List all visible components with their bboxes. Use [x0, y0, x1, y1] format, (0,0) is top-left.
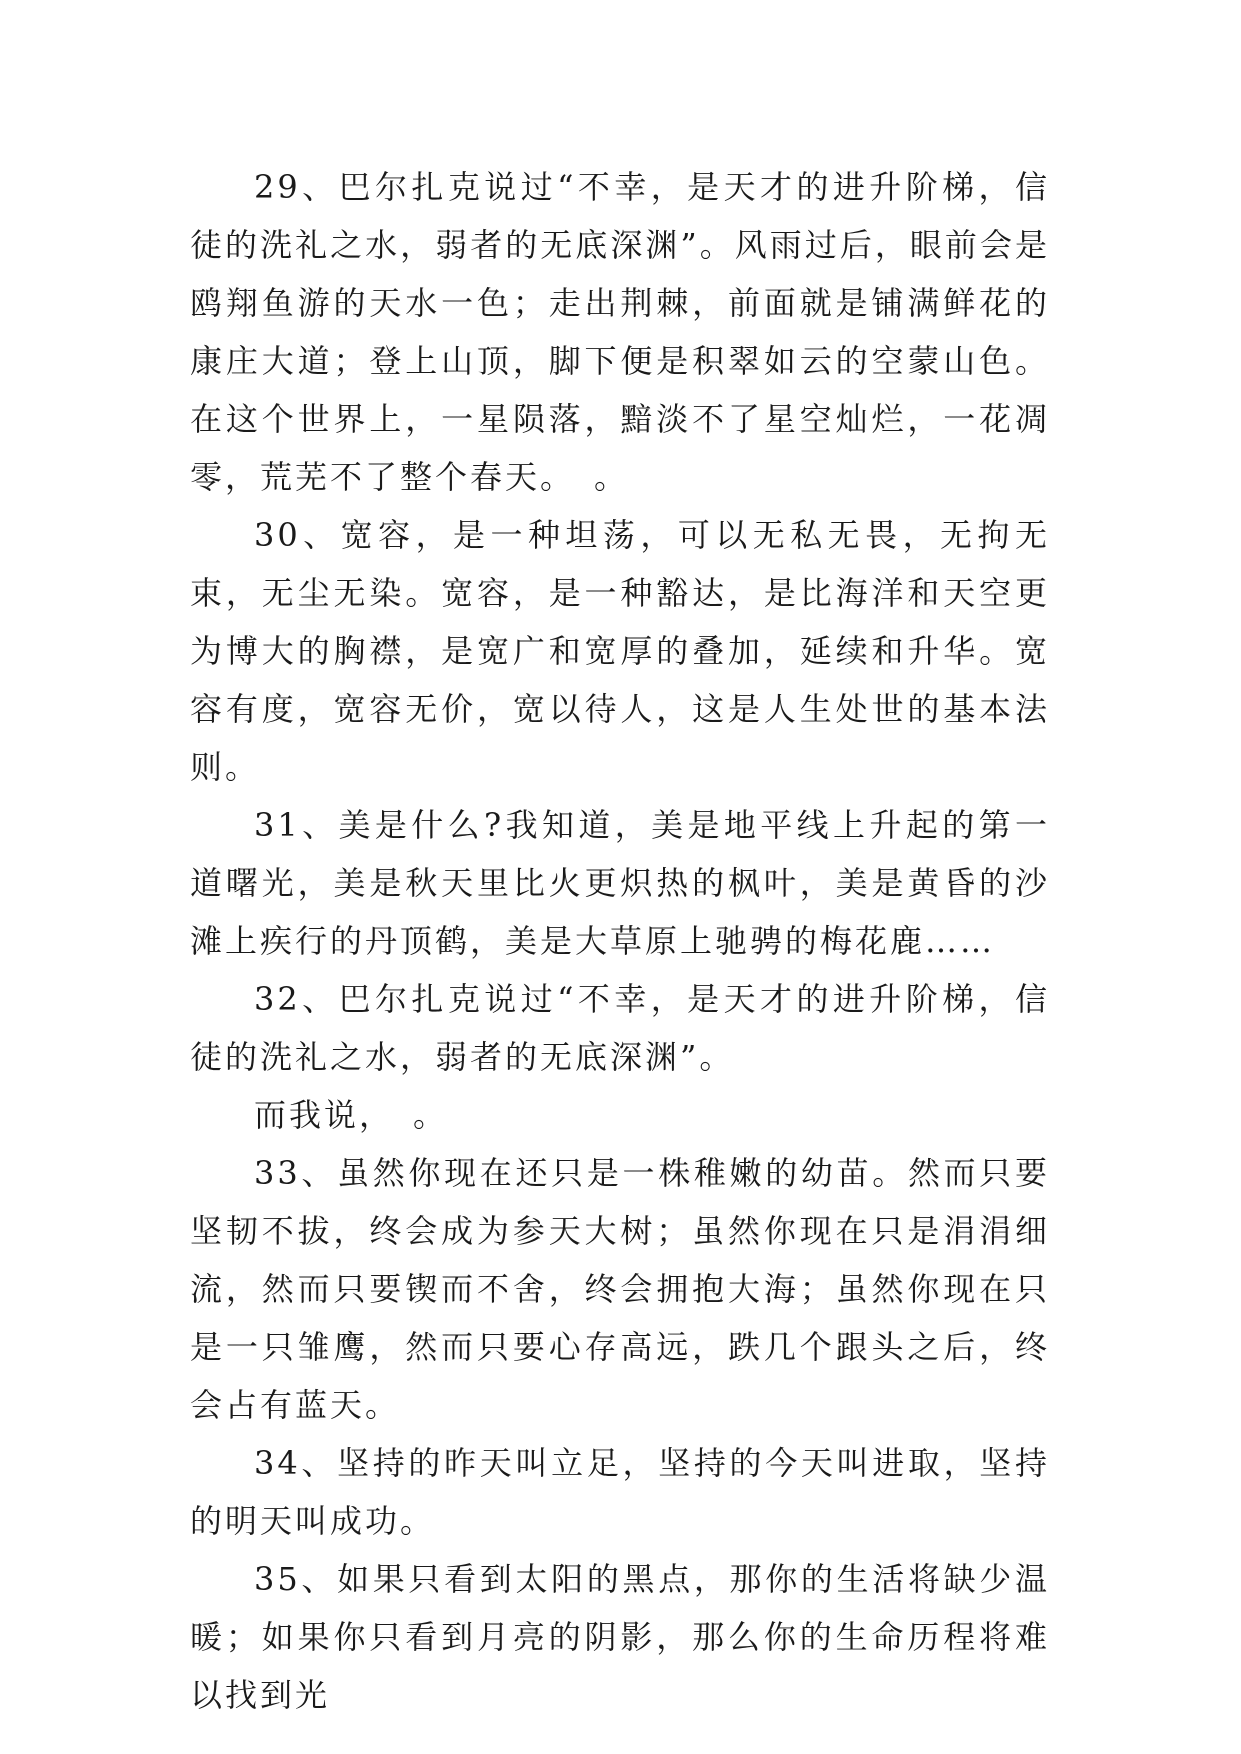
paragraph-32: 32、巴尔扎克说过“不幸，是天才的进升阶梯，信徒的洗礼之水，弱者的无底深渊”。	[190, 980, 1050, 1076]
paragraph-35: 35、如果只看到太阳的黑点，那你的生活将缺少温暖；如果你只看到月亮的阴影，那么你的生命历程将难以找到光	[190, 1560, 1050, 1714]
paragraph-30: 30、宽容，是一种坦荡，可以无私无畏，无拘无束，无尘无染。宽容，是一种豁达，是比海洋和天空更为博大的胸襟，是宽广和宽厚的叠加，延续和升华。宽容有度，宽容无价，宽以待人，这是人生处世的基本法则。	[190, 516, 1050, 786]
paragraph-32-continuation: 而我说， 。	[254, 1096, 449, 1134]
paragraph-34: 34、坚持的昨天叫立足，坚持的今天叫进取，坚持的明天叫成功。	[190, 1444, 1050, 1540]
paragraph-33: 33、虽然你现在还只是一株稚嫩的幼苗。然而只要坚韧不拔，终会成为参天大树；虽然你现在只是涓涓细流，然而只要锲而不舍，终会拥抱大海；虽然你现在只是一只雏鹰，然而只要心存高远，跌几个跟头之后，终会占有蓝天。	[190, 1154, 1050, 1424]
paragraph-29: 29、巴尔扎克说过“不幸，是天才的进升阶梯，信徒的洗礼之水，弱者的无底深渊”。风雨过后，眼前会是鸥翔鱼游的天水一色；走出荆棘，前面就是铺满鲜花的康庄大道；登上山顶，脚下便是积翠如云的空蒙山色。在这个世界上，一星陨落，黯淡不了星空灿烂，一花凋零，荒芜不了整个春天。 。	[190, 168, 1050, 496]
paragraph-31: 31、美是什么?我知道，美是地平线上升起的第一道曙光，美是秋天里比火更炽热的枫叶，美是黄昏的沙滩上疾行的丹顶鹤，美是大草原上驰骋的梅花鹿……	[190, 806, 1050, 960]
document-body	[190, 158, 1050, 1724]
